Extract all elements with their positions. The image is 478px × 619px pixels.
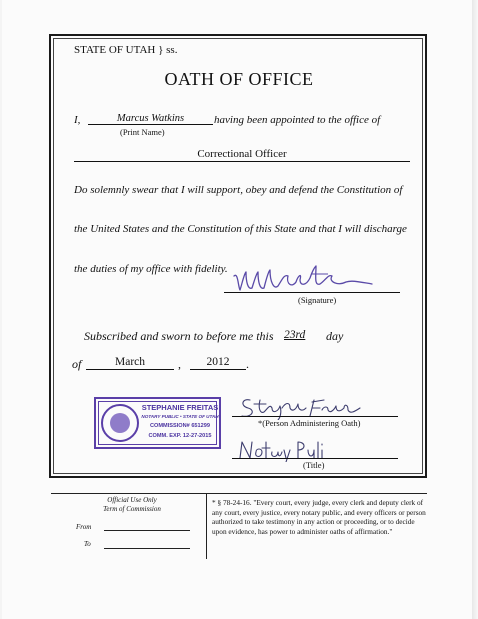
date-period: . (246, 357, 249, 371)
of-word: of (72, 357, 82, 371)
statute-text: * § 78-24-16. "Every court, every judge, every clerk and deputy clerk of any court, every justice, every notary public, and every officers or person authorized to take testimony in any action or proceeding, or to decide upon evidence, has power to administer oaths of affirmation." (212, 498, 426, 536)
officer-signature (228, 262, 378, 296)
state-header: STATE OF UTAH } ss. (74, 44, 178, 56)
title-label: (Title) (303, 460, 325, 470)
month-field: March (114, 356, 145, 368)
office-field: Correctional Officer (197, 148, 287, 160)
to-label: To (84, 540, 91, 548)
day-word: day (326, 329, 344, 343)
stamp-commission: COMMISSION# 651299 (149, 423, 210, 429)
term-of-commission-heading: Term of Commission (103, 505, 161, 513)
date-comma: , (178, 357, 181, 371)
stamp-name: STEPHANIE FREITAS (141, 403, 219, 412)
signature-label: (Signature) (298, 295, 337, 305)
page-title: OATH OF OFFICE (164, 69, 314, 89)
subscribed-text: Subscribed and sworn to before me this (84, 329, 274, 343)
person-name-field: Marcus Watkins (116, 113, 185, 124)
footer-divider (51, 493, 427, 494)
oath-line-2: the United States and the Constitution of this State and that I will discharge (74, 223, 407, 235)
name-underline (88, 124, 213, 125)
signature-line (224, 292, 400, 293)
intro-prefix: I, (74, 114, 81, 126)
state-seal-icon (101, 404, 139, 442)
print-name-label: (Print Name) (120, 127, 165, 137)
footer-vertical-divider (206, 493, 207, 559)
stamp-expiration: COMM. EXP. 12-27-2015 (148, 433, 212, 439)
notary-stamp (94, 397, 221, 449)
official-use-heading: Official Use Only (107, 496, 157, 504)
oath-line-1: Do solemnly swear that I will support, obey and defend the Constitution of (74, 184, 403, 196)
from-label: From (76, 523, 92, 531)
from-line (104, 530, 190, 531)
year-field: 2012 (206, 356, 230, 368)
appointed-text: having been appointed to the office of (214, 114, 381, 126)
page-edge-shadow (472, 0, 478, 619)
day-field: 23rd (284, 329, 306, 341)
to-line (104, 548, 190, 549)
month-underline (86, 369, 174, 370)
stamp-notary-line: NOTARY PUBLIC • STATE OF UTAH (141, 414, 219, 419)
oath-line-3: the duties of my office with fidelity. (74, 263, 228, 275)
title-line (232, 458, 398, 459)
administrator-label: *(Person Administering Oath) (258, 418, 361, 428)
year-underline (190, 369, 246, 370)
administrator-line (232, 416, 398, 417)
office-underline (74, 161, 410, 162)
official-use-box (73, 496, 191, 514)
